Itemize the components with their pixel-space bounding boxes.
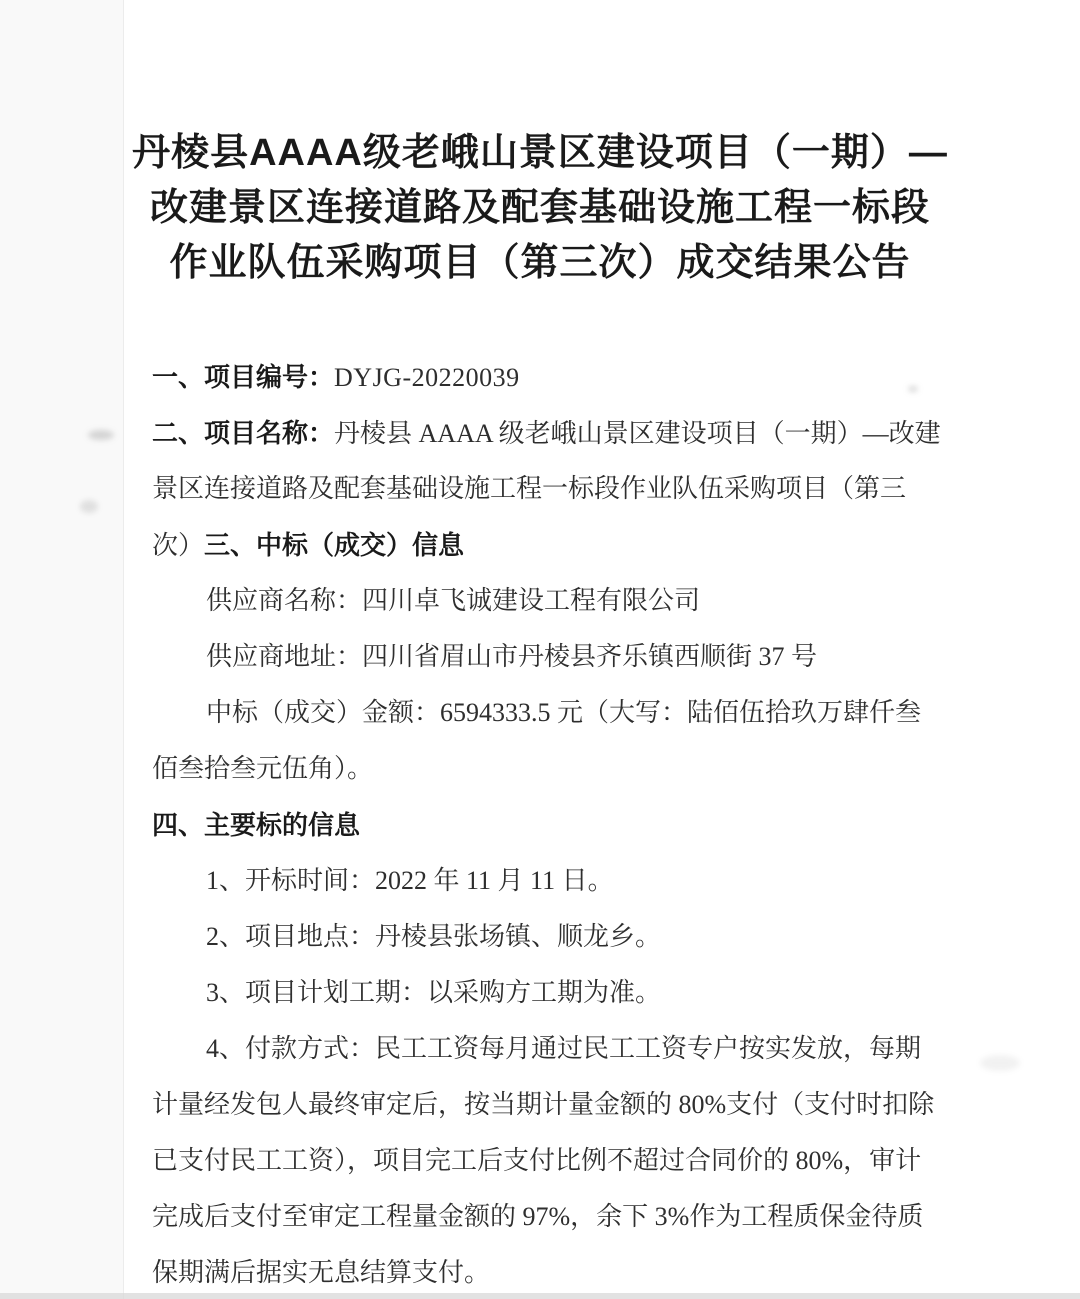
project-number-value: DYJG-20220039 — [334, 363, 520, 392]
project-location-line: 2、项目地点：丹棱县张场镇、顺龙乡。 — [206, 922, 662, 951]
document-title — [0, 0, 1080, 291]
project-name-line-1 — [152, 405, 941, 461]
title-line-2: 改建景区连接道路及配套基础设施工程一标段 — [149, 187, 930, 229]
project-name-value: 丹棱县 AAAA 级老峨山景区建设项目（一期）—改建 — [334, 419, 941, 448]
bid-opening-time-line: 1、开标时间：2022 年 11 月 11 日。 — [206, 866, 614, 895]
award-info-heading-line — [152, 517, 930, 573]
title-line-3: 作业队伍采购项目（第三次）成交结果公告 — [169, 242, 911, 284]
project-name-label: 二、项目名称： — [152, 418, 335, 448]
project-number-label: 一、项目编号： — [152, 362, 335, 392]
award-amount-line-2: 佰叁拾叁元伍角）。 — [152, 754, 374, 783]
scan-smudge — [980, 1055, 1020, 1071]
supplier-name-line: 供应商名称：四川卓飞诚建设工程有限公司 — [206, 586, 701, 615]
payment-method-line-3: 已支付民工工资），项目完工后支付比例不超过合同价的 80%，审计 — [152, 1146, 922, 1175]
payment-method-line-5: 保期满后据实无息结算支付。 — [152, 1258, 491, 1287]
scan-smudge — [80, 500, 98, 513]
award-info-heading: 三、中标（成交）信息 — [204, 530, 465, 560]
project-number-line — [152, 349, 930, 405]
scan-smudge — [88, 430, 114, 440]
project-name-tail: 次） — [152, 531, 205, 560]
main-subject-heading: 四、主要标的信息 — [152, 810, 361, 840]
payment-method-line-2: 计量经发包人最终审定后，按当期计量金额的 80%支付（支付时扣除 — [152, 1090, 935, 1119]
payment-method-line-4: 完成后支付至审定工程量金额的 97%，余下 3%作为工程质保金待质 — [152, 1202, 924, 1231]
planned-duration-line: 3、项目计划工期：以采购方工期为准。 — [206, 978, 662, 1007]
title-line-1: 丹棱县AAAA级老峨山景区建设项目（一期）— — [132, 132, 948, 174]
payment-method-line-1: 4、付款方式：民工工资每月通过民工工资专户按实发放，每期 — [206, 1034, 922, 1063]
document-body — [152, 349, 941, 1299]
award-amount-line-1: 中标（成交）金额：6594333.5 元（大写：陆佰伍拾玖万肆仟叁 — [206, 698, 922, 727]
supplier-address-line: 供应商地址：四川省眉山市丹棱县齐乐镇西顺街 37 号 — [206, 642, 818, 671]
project-name-line-2: 景区连接道路及配套基础设施工程一标段作业队伍采购项目（第三 — [152, 474, 907, 503]
